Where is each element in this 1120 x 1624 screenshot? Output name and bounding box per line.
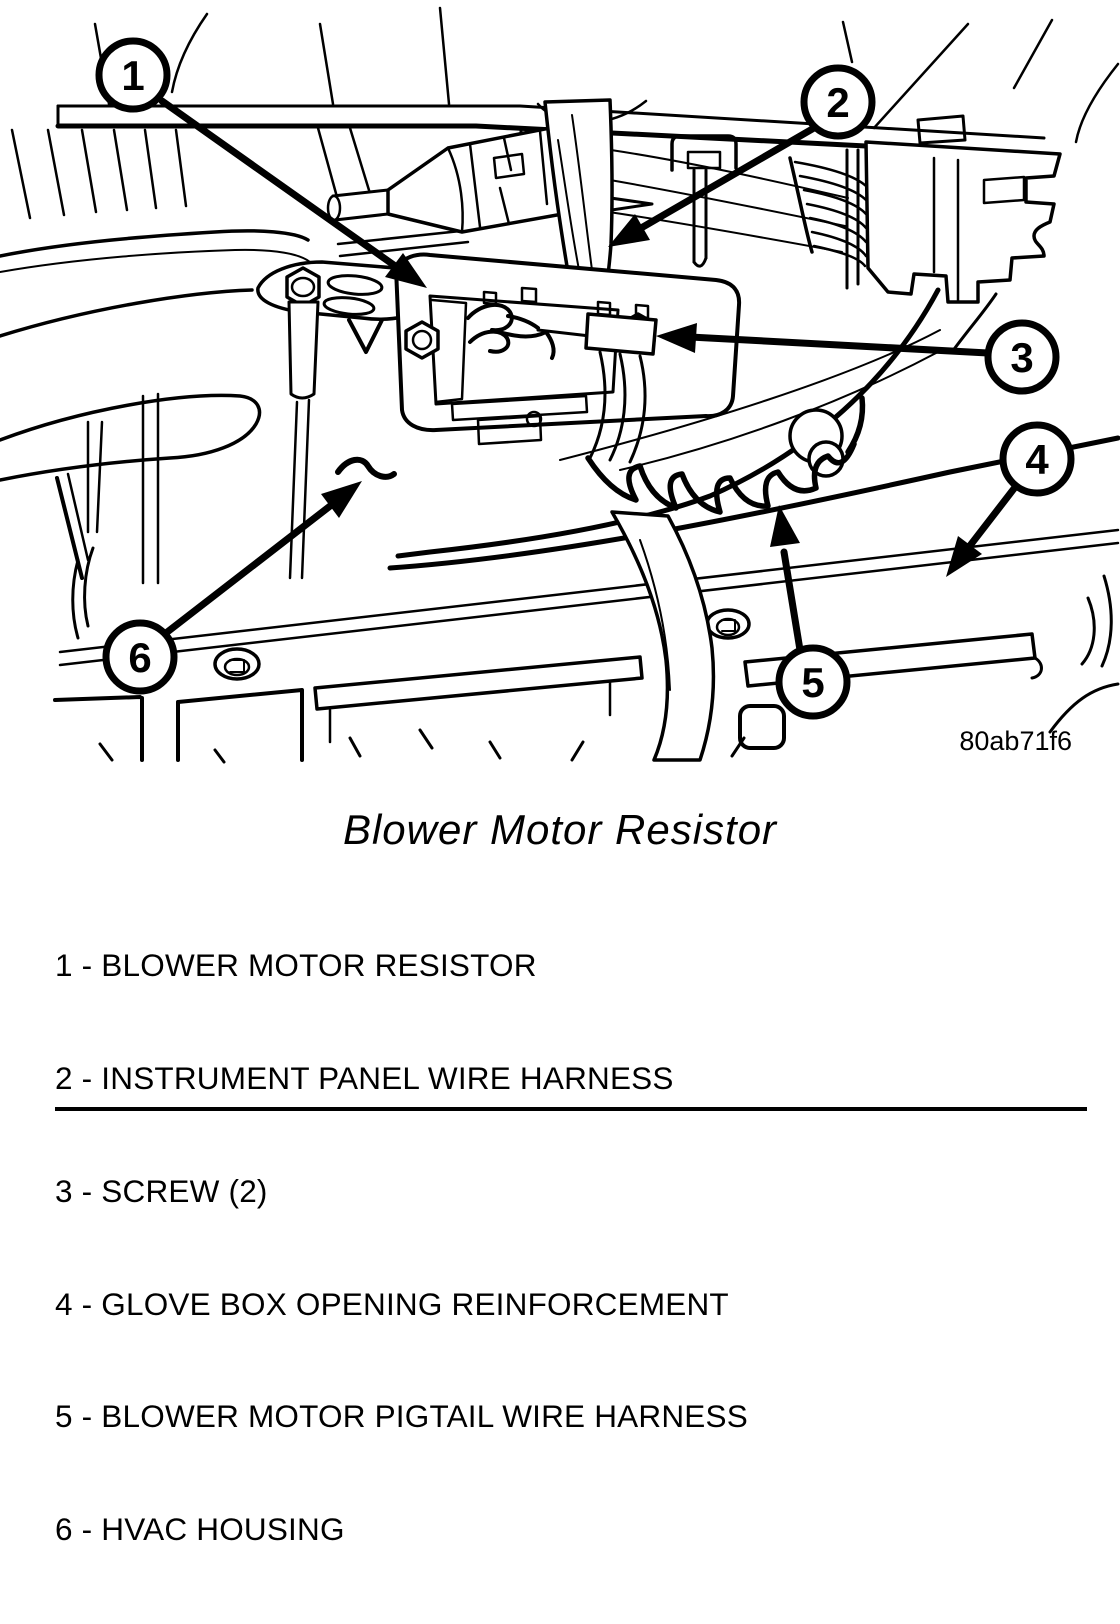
callout-4-number: 4 [1025,436,1049,483]
callout-6-arrow [166,481,362,633]
callout-6-number: 6 [128,634,152,681]
bar-bolt-right [707,610,749,638]
callout-1 [99,41,167,109]
legend-item-1: 1 - BLOWER MOTOR RESISTOR [55,947,537,984]
legend-item-3: 3 - SCREW (2) [55,1172,268,1209]
figure-caption: Blower Motor Resistor [342,806,778,853]
callout-5 [779,648,847,716]
bottom-rule [55,1107,1087,1111]
callout-4 [1003,425,1071,493]
callout-2-number: 2 [826,79,850,126]
callout-3-number: 3 [1010,334,1034,381]
callout-6 [106,623,174,691]
figure-legend [55,872,748,1624]
callout-2 [804,68,872,136]
callout-5-number: 5 [801,659,825,706]
bar-bolt-left [215,649,259,679]
figure-code: 80ab71f6 [959,726,1072,756]
legend-item-5: 5 - BLOWER MOTOR PIGTAIL WIRE HARNESS [55,1398,748,1435]
callout-4-arrow [946,486,1016,577]
callout-5-arrow [770,505,800,650]
hvac-housing [0,231,435,583]
blower-motor-resistor-illustration [0,0,1120,765]
legend-item-6: 6 - HVAC HOUSING [55,1511,345,1548]
legend-item-2: 2 - INSTRUMENT PANEL WIRE HARNESS [55,1059,674,1096]
callout-3 [988,323,1056,391]
callout-1-number: 1 [121,52,145,99]
resistor-screw-left [406,322,438,358]
legend-item-4: 4 - GLOVE BOX OPENING REINFORCEMENT [55,1285,729,1322]
